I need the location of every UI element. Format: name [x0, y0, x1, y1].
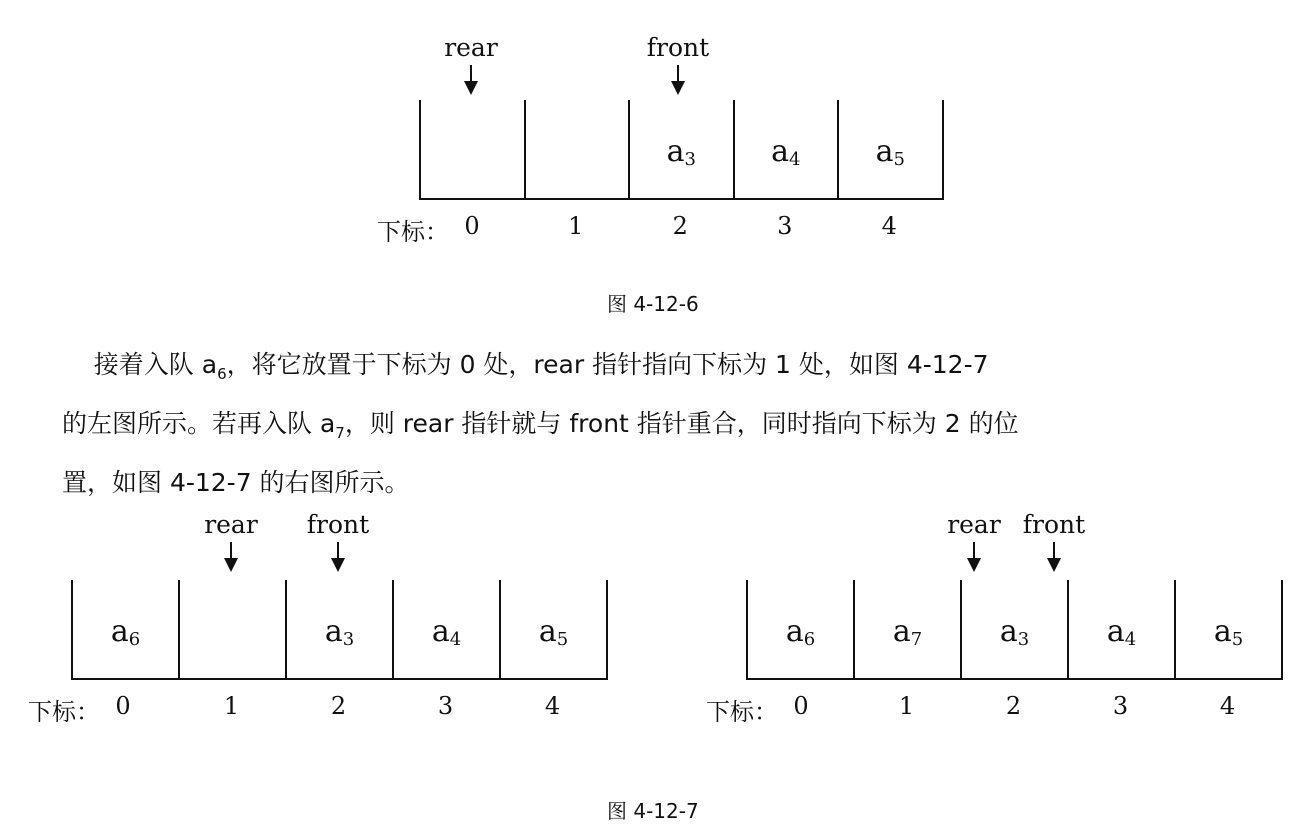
pointer-label: rear [204, 510, 258, 539]
pointer-label: front [1022, 510, 1086, 539]
index-number: 1 [568, 212, 584, 240]
queue-cell [499, 580, 608, 680]
queue-cell [71, 580, 178, 680]
explanation-paragraph [62, 340, 1262, 508]
pointer-front [638, 35, 718, 60]
paragraph-line-2-a: 的左图所示。若再入队 a [62, 409, 336, 438]
pointer-rear [934, 512, 1014, 537]
index-label: 下标： [28, 698, 100, 726]
queue-element: $a_6$ [785, 614, 816, 650]
index-number: 3 [777, 212, 793, 240]
paragraph-line-2-b: ，则 rear 指针就与 front 指针重合，同时指向下标为 2 的位 [344, 409, 1019, 438]
index-number: 1 [223, 692, 240, 720]
pointer-front [1014, 512, 1094, 537]
index-number: 2 [1005, 692, 1022, 720]
index-number: 1 [898, 692, 915, 720]
queue-element: $a_4$ [1106, 614, 1137, 650]
index-number: 0 [115, 692, 131, 720]
down-arrow-icon [337, 542, 339, 560]
index-number: 0 [464, 212, 480, 240]
figure-caption-4-12-6: 图 4-12-6 [607, 292, 699, 316]
down-arrow-icon [973, 542, 975, 560]
paragraph-line-2-sub: 7 [335, 424, 345, 442]
queue-element: $a_3$ [324, 614, 355, 650]
paragraph-line-1-b: ，将它放置于下标为 0 处，rear 指针指向下标为 1 处，如图 4-12-7 [226, 350, 989, 379]
queue-element: $a_6$ [110, 614, 141, 650]
queue-cell [853, 580, 960, 680]
down-arrow-icon [1053, 542, 1055, 560]
queue-cell [285, 580, 392, 680]
index-number: 4 [1219, 692, 1236, 720]
queue-element: $a_4$ [771, 134, 801, 170]
queue-element: $a_7$ [892, 614, 923, 650]
queue-element: $a_5$ [875, 134, 905, 170]
pointer-front [298, 512, 378, 537]
queue-cell [960, 580, 1067, 680]
pointer-label: front [646, 33, 710, 62]
index-label: 下标： [377, 218, 449, 246]
queue-element: $a_3$ [999, 614, 1030, 650]
index-number: 0 [793, 692, 809, 720]
pointer-label: front [306, 510, 370, 539]
index-number: 4 [881, 212, 897, 240]
paragraph-line-1-a: 接着入队 a [93, 350, 218, 379]
down-arrow-icon [470, 65, 472, 83]
queue-cell [628, 100, 733, 200]
index-number: 4 [544, 692, 561, 720]
paragraph-line-3: 置，如图 4-12-7 的右图所示。 [62, 468, 410, 497]
queue-element: $a_5$ [538, 614, 569, 650]
paragraph-line-2 [62, 399, 1262, 458]
queue-cell [419, 100, 524, 200]
queue-element: $a_3$ [666, 134, 696, 170]
index-number: 3 [437, 692, 454, 720]
queue-cell [746, 580, 853, 680]
queue-cell [178, 580, 285, 680]
down-arrow-icon [677, 65, 679, 83]
index-number: 3 [1112, 692, 1129, 720]
paragraph-line-1 [62, 340, 1262, 399]
queue-cell [837, 100, 944, 200]
queue-cell [1067, 580, 1174, 680]
queue-element: $a_5$ [1213, 614, 1244, 650]
paragraph-line-1-sub: 6 [217, 365, 227, 383]
index-number: 2 [672, 212, 688, 240]
pointer-label: rear [444, 33, 498, 62]
queue-cell [524, 100, 629, 200]
queue-element: $a_4$ [431, 614, 462, 650]
pointer-rear [431, 35, 511, 60]
queue-cell [392, 580, 499, 680]
figure-caption-4-12-7: 图 4-12-7 [607, 799, 699, 823]
pointer-label: rear [947, 510, 1001, 539]
pointer-rear [191, 512, 271, 537]
queue-cell [1174, 580, 1283, 680]
index-number: 2 [330, 692, 347, 720]
queue-cell [733, 100, 838, 200]
down-arrow-icon [230, 542, 232, 560]
index-label: 下标： [706, 698, 778, 726]
